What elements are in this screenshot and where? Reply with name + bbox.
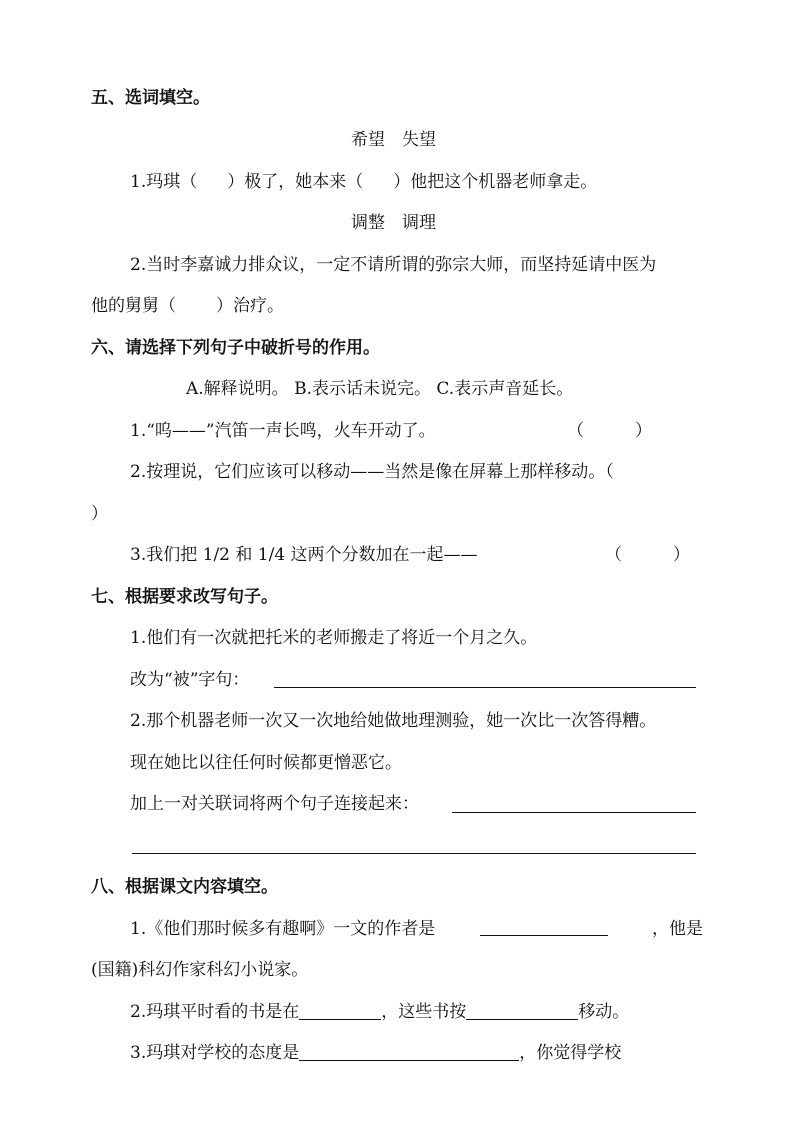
question-8-2: 2.玛琪平时看的书是在 ，这些书按 移动。	[130, 1002, 630, 1022]
question-5-2-line1: 2.当时李嘉诚力排众议，一定不请所谓的弥宗大师，而坚持延请中医为	[130, 255, 657, 275]
section-5-title: 五、选词填空。	[91, 88, 210, 108]
question-7-1-prompt: 改为“被”字句：	[130, 670, 250, 690]
question-6-2-line2: ）	[91, 504, 108, 524]
answer-line-7-2b[interactable]	[132, 853, 696, 854]
word-choices-1: 希望 失望	[351, 130, 436, 150]
answer-line-7-1[interactable]	[274, 687, 696, 688]
question-6-3-answer-paren: （ ）	[605, 545, 690, 565]
question-8-1-line2: (国籍)科幻作家科幻小说家。	[91, 960, 309, 980]
question-8-3: 3.玛琪对学校的态度是 ，你觉得学校	[130, 1043, 622, 1063]
dash-options: A.解释说明。 B.表示话未说完。 C.表示声音延长。	[186, 379, 574, 399]
answer-blank-8-2a[interactable]	[299, 1001, 381, 1020]
section-6-title: 六、请选择下列句子中破折号的作用。	[91, 338, 380, 358]
question-6-1-answer-paren: （ ）	[567, 421, 652, 441]
question-5-2-line2: 他的舅舅（ ）治疗。	[91, 296, 284, 316]
question-5-1: 1.玛琪（ ）极了，她本来（ ）他把这个机器老师拿走。	[130, 172, 598, 192]
question-6-2-line1: 2.按理说，它们应该可以移动——当然是像在屏幕上那样移动。（	[130, 462, 614, 482]
section-7-title: 七、根据要求改写句子。	[91, 587, 278, 607]
question-8-1-line1: 1.《他们那时候多有趣啊》一文的作者是 ，他是	[130, 919, 703, 939]
answer-blank-8-3[interactable]	[299, 1042, 519, 1061]
section-8-title: 八、根据课文内容填空。	[91, 877, 278, 897]
answer-blank-8-2b[interactable]	[466, 1001, 578, 1020]
word-choices-2: 调整 调理	[351, 213, 436, 233]
answer-blank-8-1[interactable]	[480, 917, 608, 936]
answer-line-7-2a[interactable]	[452, 812, 696, 813]
question-6-3: 3.我们把 1/2 和 1/4 这两个分数加在一起——	[130, 545, 478, 565]
question-6-1: 1.“呜——”汽笛一声长鸣，火车开动了。	[130, 421, 436, 441]
question-7-2-prompt: 加上一对关联词将两个句子连接起来：	[130, 794, 419, 814]
question-7-2-line1: 2.那个机器老师一次又一次地给她做地理测验，她一次比一次答得糟。	[130, 711, 657, 731]
question-7-2-line2: 现在她比以往任何时候都更憎恶它。	[130, 753, 402, 773]
question-7-1: 1.他们有一次就把托米的老师搬走了将近一个月之久。	[130, 628, 538, 648]
